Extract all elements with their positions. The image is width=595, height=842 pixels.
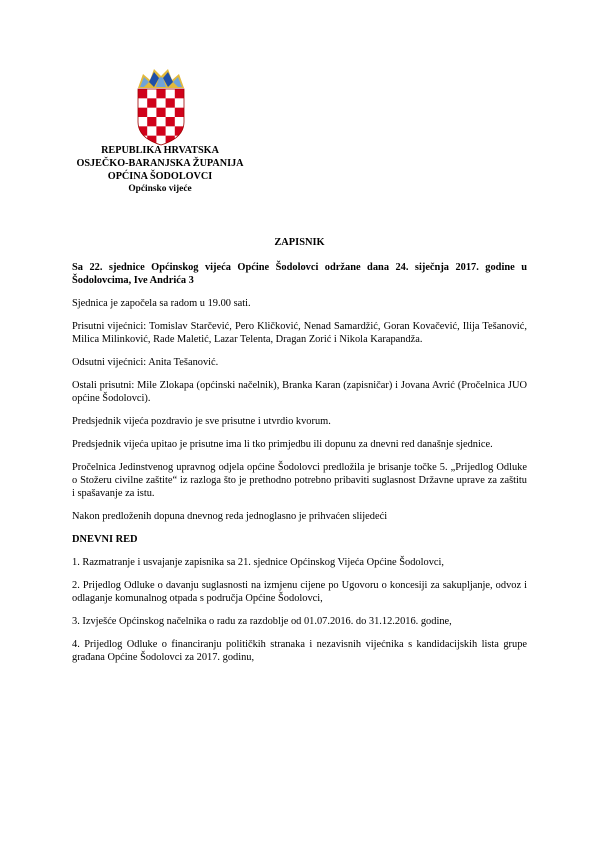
coat-of-arms-icon (136, 66, 186, 146)
document-title: ZAPISNIK (274, 237, 325, 248)
present-members: Prisutni vijećnici: Tomislav Starčević, Pero Kličković, Nenad Samardžić, Goran Kovačević, Ilija Tešanović, Milica Milinković, Rade Maletić, Lazar Telenta, Dragan Zorić i Nikola Karapandža. (72, 321, 527, 345)
session-intro: Sa 22. sjednice Općinskog vijeća Općine Šodolovci održane dana 24. siječnja 2017. godine u Šodolovcima, Ive Andrića 3 (72, 262, 527, 286)
agenda-item: 1. Razmatranje i usvajanje zapisnika sa 21. sjednice Općinskog Vijeća Općine Šodolovci, (72, 557, 444, 568)
quorum-statement: Predsjednik vijeća pozdravio je sve prisutne i utvrdio kvorum. (72, 416, 331, 427)
agenda-heading: DNEVNI RED (72, 534, 138, 545)
council-name: Općinsko vijeće (128, 184, 192, 194)
county-name: OSJEČKO-BARANJSKA ŽUPANIJA (76, 158, 244, 169)
document-body (72, 236, 527, 674)
session-start: Sjednica je započela sa radom u 19.00 sati. (72, 298, 251, 309)
country-name: REPUBLIKA HRVATSKA (101, 145, 219, 156)
agenda-question: Predsjednik vijeća upitao je prisutne ima li tko primjedbu ili dopunu za dnevni red današnje sjednice. (72, 439, 493, 450)
municipality-name: OPĆINA ŠODOLOVCI (107, 171, 213, 182)
agenda-item: 4. Prijedlog Odluke o financiranju političkih stranaka i nezavisnih vijećnika s kandidacijskih lista grupe građana Općine Šodolovci za 2017. godinu, (72, 639, 527, 663)
agenda-item: 2. Prijedlog Odluke o davanju suglasnosti na izmjenu cijene po Ugovoru o koncesiji za sakupljanje, odvoz i odlaganje komunalnog otpada s područja Općine Šodolovci, (72, 580, 527, 604)
agenda-item: 3. Izvješće Općinskog načelnika o radu za razdoblje od 01.07.2016. do 31.12.2016. godine, (72, 616, 452, 627)
agenda-amendment: Pročelnica Jedinstvenog upravnog odjela općine Šodolovci predložila je brisanje točke 5. „Prijedlog Odluke o Stožeru civilne zaštite“ iz razloga što je prethodno potrebno pribaviti suglasnost Državne uprave za zaštitu i spašavanje za istu. (72, 462, 527, 499)
agenda-adopted: Nakon predloženih dopuna dnevnog reda jednoglasno je prihvaćen slijedeći (72, 511, 388, 522)
absent-members: Odsutni vijećnici: Anita Tešanović. (72, 357, 219, 368)
issuer-header (60, 144, 260, 196)
crown (138, 69, 184, 88)
other-attendees: Ostali prisutni: Mile Zlokapa (općinski načelnik), Branka Karan (zapisničar) i Jovana Avrić (Pročelnica JUO općine Šodolovci). (72, 380, 527, 404)
